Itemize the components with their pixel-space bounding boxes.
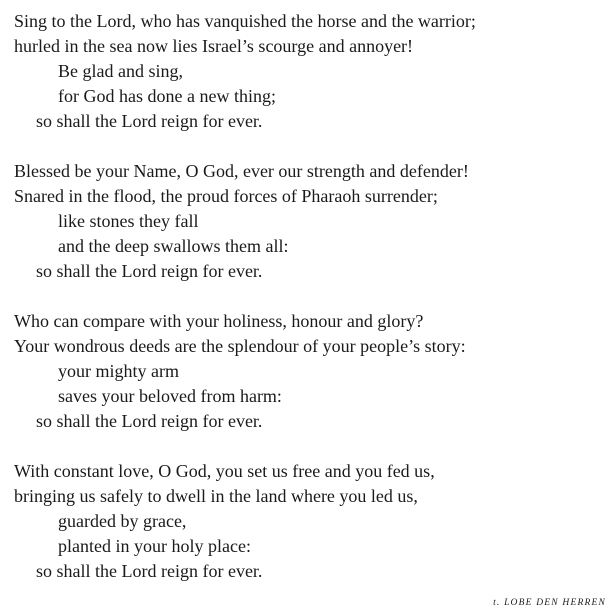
tune-name: LOBE DEN HERREN	[504, 598, 606, 608]
tune-attribution	[493, 598, 606, 608]
stanza-3-line-3: your mighty arm	[58, 361, 179, 381]
stanza-2-line-3: like stones they fall	[58, 211, 199, 231]
stanza-2-line-1: Blessed be your Name, O God, ever our strength and defender!	[14, 161, 469, 181]
stanza-1-line-2: hurled in the sea now lies Israel’s scourge and annoyer!	[14, 36, 414, 56]
tune-prefix: t.	[493, 598, 505, 608]
stanza-1-line-4: for God has done a new thing;	[58, 86, 276, 106]
stanza-3-refrain: so shall the Lord reign for ever.	[36, 411, 263, 431]
stanza-3-line-4: saves your beloved from harm:	[58, 386, 282, 406]
stanza-4-line-4: planted in your holy place:	[58, 536, 251, 556]
stanza-2	[14, 159, 615, 284]
stanza-3-line-1: Who can compare with your holiness, honour and glory?	[14, 311, 424, 331]
stanza-1-line-1: Sing to the Lord, who has vanquished the horse and the warrior;	[14, 11, 476, 31]
stanza-1-line-3: Be glad and sing,	[58, 61, 183, 81]
stanza-4	[14, 459, 615, 584]
stanza-2-line-4: and the deep swallows them all:	[58, 236, 289, 256]
stanza-1	[14, 9, 615, 134]
stanza-4-refrain: so shall the Lord reign for ever.	[36, 561, 263, 581]
stanza-4-line-3: guarded by grace,	[58, 511, 187, 531]
stanza-1-refrain: so shall the Lord reign for ever.	[36, 111, 263, 131]
stanza-2-line-2: Snared in the flood, the proud forces of Pharaoh surrender;	[14, 186, 438, 206]
stanza-3-line-2: Your wondrous deeds are the splendour of your people’s story:	[14, 336, 466, 356]
stanza-2-refrain: so shall the Lord reign for ever.	[36, 261, 263, 281]
stanza-3	[14, 309, 615, 434]
stanza-4-line-2: bringing us safely to dwell in the land where you led us,	[14, 486, 418, 506]
stanza-4-line-1: With constant love, O God, you set us free and you fed us,	[14, 461, 435, 481]
